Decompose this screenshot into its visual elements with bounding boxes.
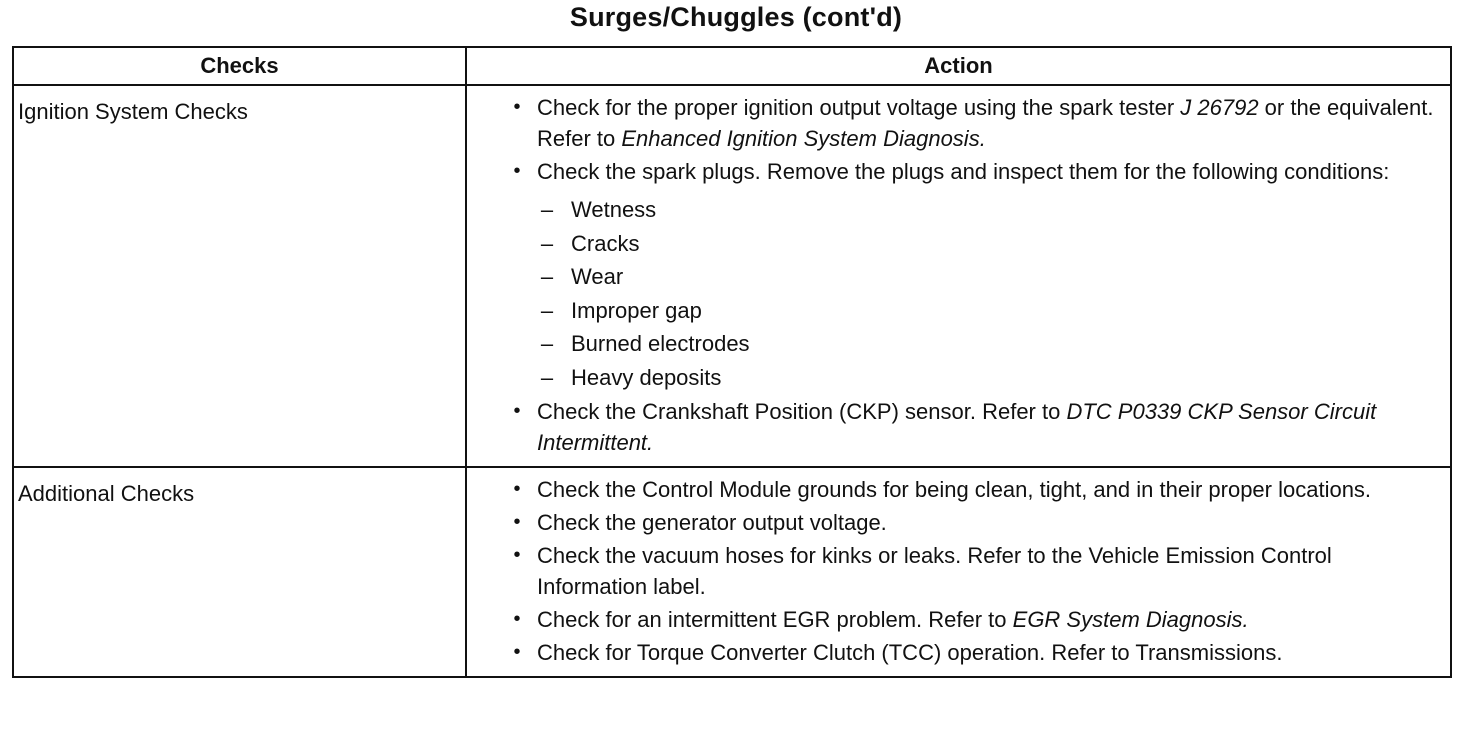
action-item: [507, 604, 1442, 635]
action-text: Check the Control Module grounds for being clean, tight, and in their proper locations.: [537, 477, 1372, 502]
diagnosis-table: [12, 46, 1452, 678]
tool-reference: J 26792: [1180, 95, 1259, 120]
column-header-checks: Checks: [13, 47, 466, 85]
condition-item: [537, 193, 1442, 227]
condition-text: Improper gap: [571, 297, 702, 323]
condition-list: [537, 193, 1442, 394]
condition-text: Wear: [571, 264, 624, 289]
page-title: Surges/Chuggles (cont'd): [569, 2, 903, 32]
table-row-ignition: [13, 85, 1451, 467]
action-text: Check the Crankshaft Position (CKP) sensor. Refer to: [537, 399, 1067, 424]
dash-icon: –: [540, 364, 554, 390]
condition-text: Burned electrodes: [571, 331, 750, 356]
dash-icon: –: [540, 230, 554, 256]
condition-item: [537, 361, 1442, 395]
action-text: Check the generator output voltage.: [537, 510, 887, 535]
bullet-icon: •: [513, 511, 521, 533]
action-item: [507, 474, 1442, 505]
bullet-icon: •: [513, 478, 521, 500]
dash-icon: –: [540, 331, 554, 356]
condition-text: Heavy deposits: [571, 364, 722, 390]
action-text: Check the spark plugs. Remove the plugs and inspect them for the following conditions:: [537, 159, 1390, 184]
action-item: [507, 507, 1442, 538]
action-item: [507, 156, 1442, 394]
dash-icon: –: [540, 264, 554, 289]
action-item: [507, 637, 1442, 668]
condition-item: [537, 294, 1442, 328]
condition-item: [537, 260, 1442, 294]
bullet-icon: •: [513, 160, 521, 182]
procedure-reference: Enhanced Ignition System Diagnosis.: [621, 126, 986, 151]
condition-text: Cracks: [571, 230, 640, 256]
bullet-icon: •: [513, 96, 521, 118]
action-text: Check for Torque Converter Clutch (TCC) operation. Refer to Transmissions.: [537, 640, 1283, 665]
column-header-action: Action: [466, 47, 1451, 85]
action-cell: [466, 467, 1451, 677]
bullet-icon: •: [513, 641, 521, 663]
dash-icon: –: [540, 297, 554, 323]
action-text: or the equivalent. Refer to: [537, 95, 1434, 151]
check-cell: Additional Checks: [13, 467, 466, 677]
procedure-reference: EGR System Diagnosis.: [1012, 607, 1249, 632]
action-text: Check the vacuum hoses for kinks or leaks. Refer to the Vehicle Emission Control Information label.: [537, 543, 1332, 599]
action-cell: [466, 85, 1451, 467]
action-list: [507, 474, 1442, 668]
action-text: Check for the proper ignition output voltage using the spark tester: [537, 95, 1181, 120]
condition-item: [537, 327, 1442, 361]
action-item: [507, 396, 1442, 458]
bullet-icon: •: [513, 400, 521, 422]
action-item: [507, 92, 1442, 154]
procedure-reference: DTC P0339 CKP Sensor Circuit Intermittent.: [537, 399, 1377, 455]
bullet-icon: •: [513, 544, 521, 566]
action-list: [507, 92, 1442, 458]
bullet-icon: •: [513, 608, 521, 630]
condition-item: [537, 227, 1442, 261]
check-cell: Ignition System Checks: [13, 85, 466, 467]
action-item: [507, 540, 1442, 602]
dash-icon: –: [540, 197, 554, 222]
table-header-row: [13, 47, 1451, 85]
condition-text: Wetness: [571, 197, 657, 222]
table-row-additional: [13, 467, 1451, 677]
action-text: Check for an intermittent EGR problem. Refer to: [537, 607, 1013, 632]
